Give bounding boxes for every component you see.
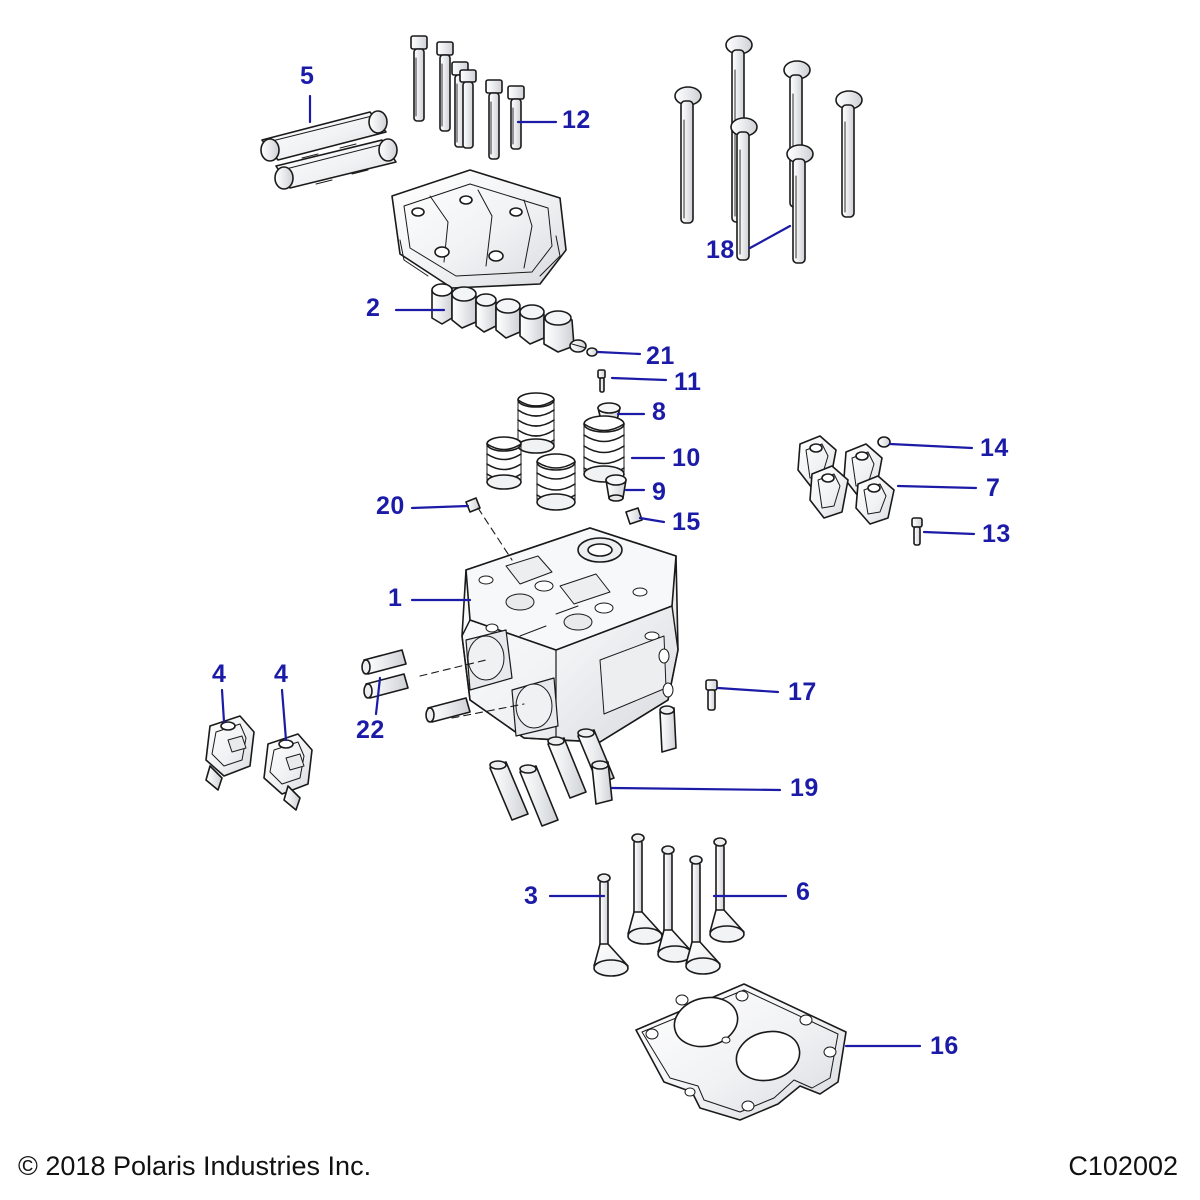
callout-2[interactable]: 2 — [366, 294, 381, 322]
part-head-gasket — [636, 984, 846, 1120]
callout-11[interactable]: 11 — [674, 368, 702, 396]
callout-3[interactable]: 3 — [524, 882, 539, 910]
part-cam-carrier — [392, 170, 566, 288]
callout-16[interactable]: 16 — [930, 1032, 959, 1060]
callout-13[interactable]: 13 — [982, 520, 1011, 548]
valve-3 — [658, 846, 692, 962]
part-rocker-assembly-right — [264, 734, 312, 810]
part-bolt-17 — [706, 680, 717, 710]
callout-19[interactable]: 19 — [790, 774, 819, 802]
copyright-notice: © 2018 Polaris Industries Inc. — [18, 1151, 372, 1181]
callout-15[interactable]: 15 — [672, 508, 701, 536]
drawing-number: C102002 — [1068, 1151, 1178, 1181]
callout-17[interactable]: 17 — [788, 678, 817, 706]
valve-1 — [594, 874, 628, 976]
part-camshaft — [432, 284, 586, 352]
part-rocker-assembly-left — [206, 716, 254, 790]
part-cylinder-head-bolts — [675, 36, 862, 263]
part-bolt-13 — [912, 518, 922, 545]
callout-21[interactable]: 21 — [646, 342, 675, 370]
callout-4-left[interactable]: 4 — [212, 660, 227, 688]
callout-5[interactable]: 5 — [300, 62, 315, 90]
callout-6[interactable]: 6 — [796, 878, 811, 906]
part-pin-14 — [878, 437, 890, 447]
part-valve-stem-seal — [606, 475, 626, 501]
callout-12[interactable]: 12 — [562, 106, 591, 134]
part-cam-carrier-bolts — [411, 36, 524, 159]
part-valves — [594, 834, 744, 976]
callout-7[interactable]: 7 — [986, 474, 1001, 502]
callout-10[interactable]: 10 — [672, 444, 701, 472]
callout-14[interactable]: 14 — [980, 434, 1009, 462]
part-bolt-11 — [598, 370, 605, 392]
callout-9[interactable]: 9 — [652, 478, 667, 506]
callout-4-right[interactable]: 4 — [274, 660, 289, 688]
valve-2 — [628, 834, 662, 944]
callout-18[interactable]: 18 — [706, 236, 735, 264]
callout-1[interactable]: 1 — [388, 584, 403, 612]
part-rocker-arms-right — [798, 436, 894, 524]
callout-20[interactable]: 20 — [376, 492, 405, 520]
callout-22[interactable]: 22 — [356, 716, 385, 744]
valve-5 — [710, 838, 744, 942]
part-pin-21 — [587, 348, 597, 356]
callout-8[interactable]: 8 — [652, 398, 667, 426]
part-dowel-15 — [626, 508, 642, 524]
